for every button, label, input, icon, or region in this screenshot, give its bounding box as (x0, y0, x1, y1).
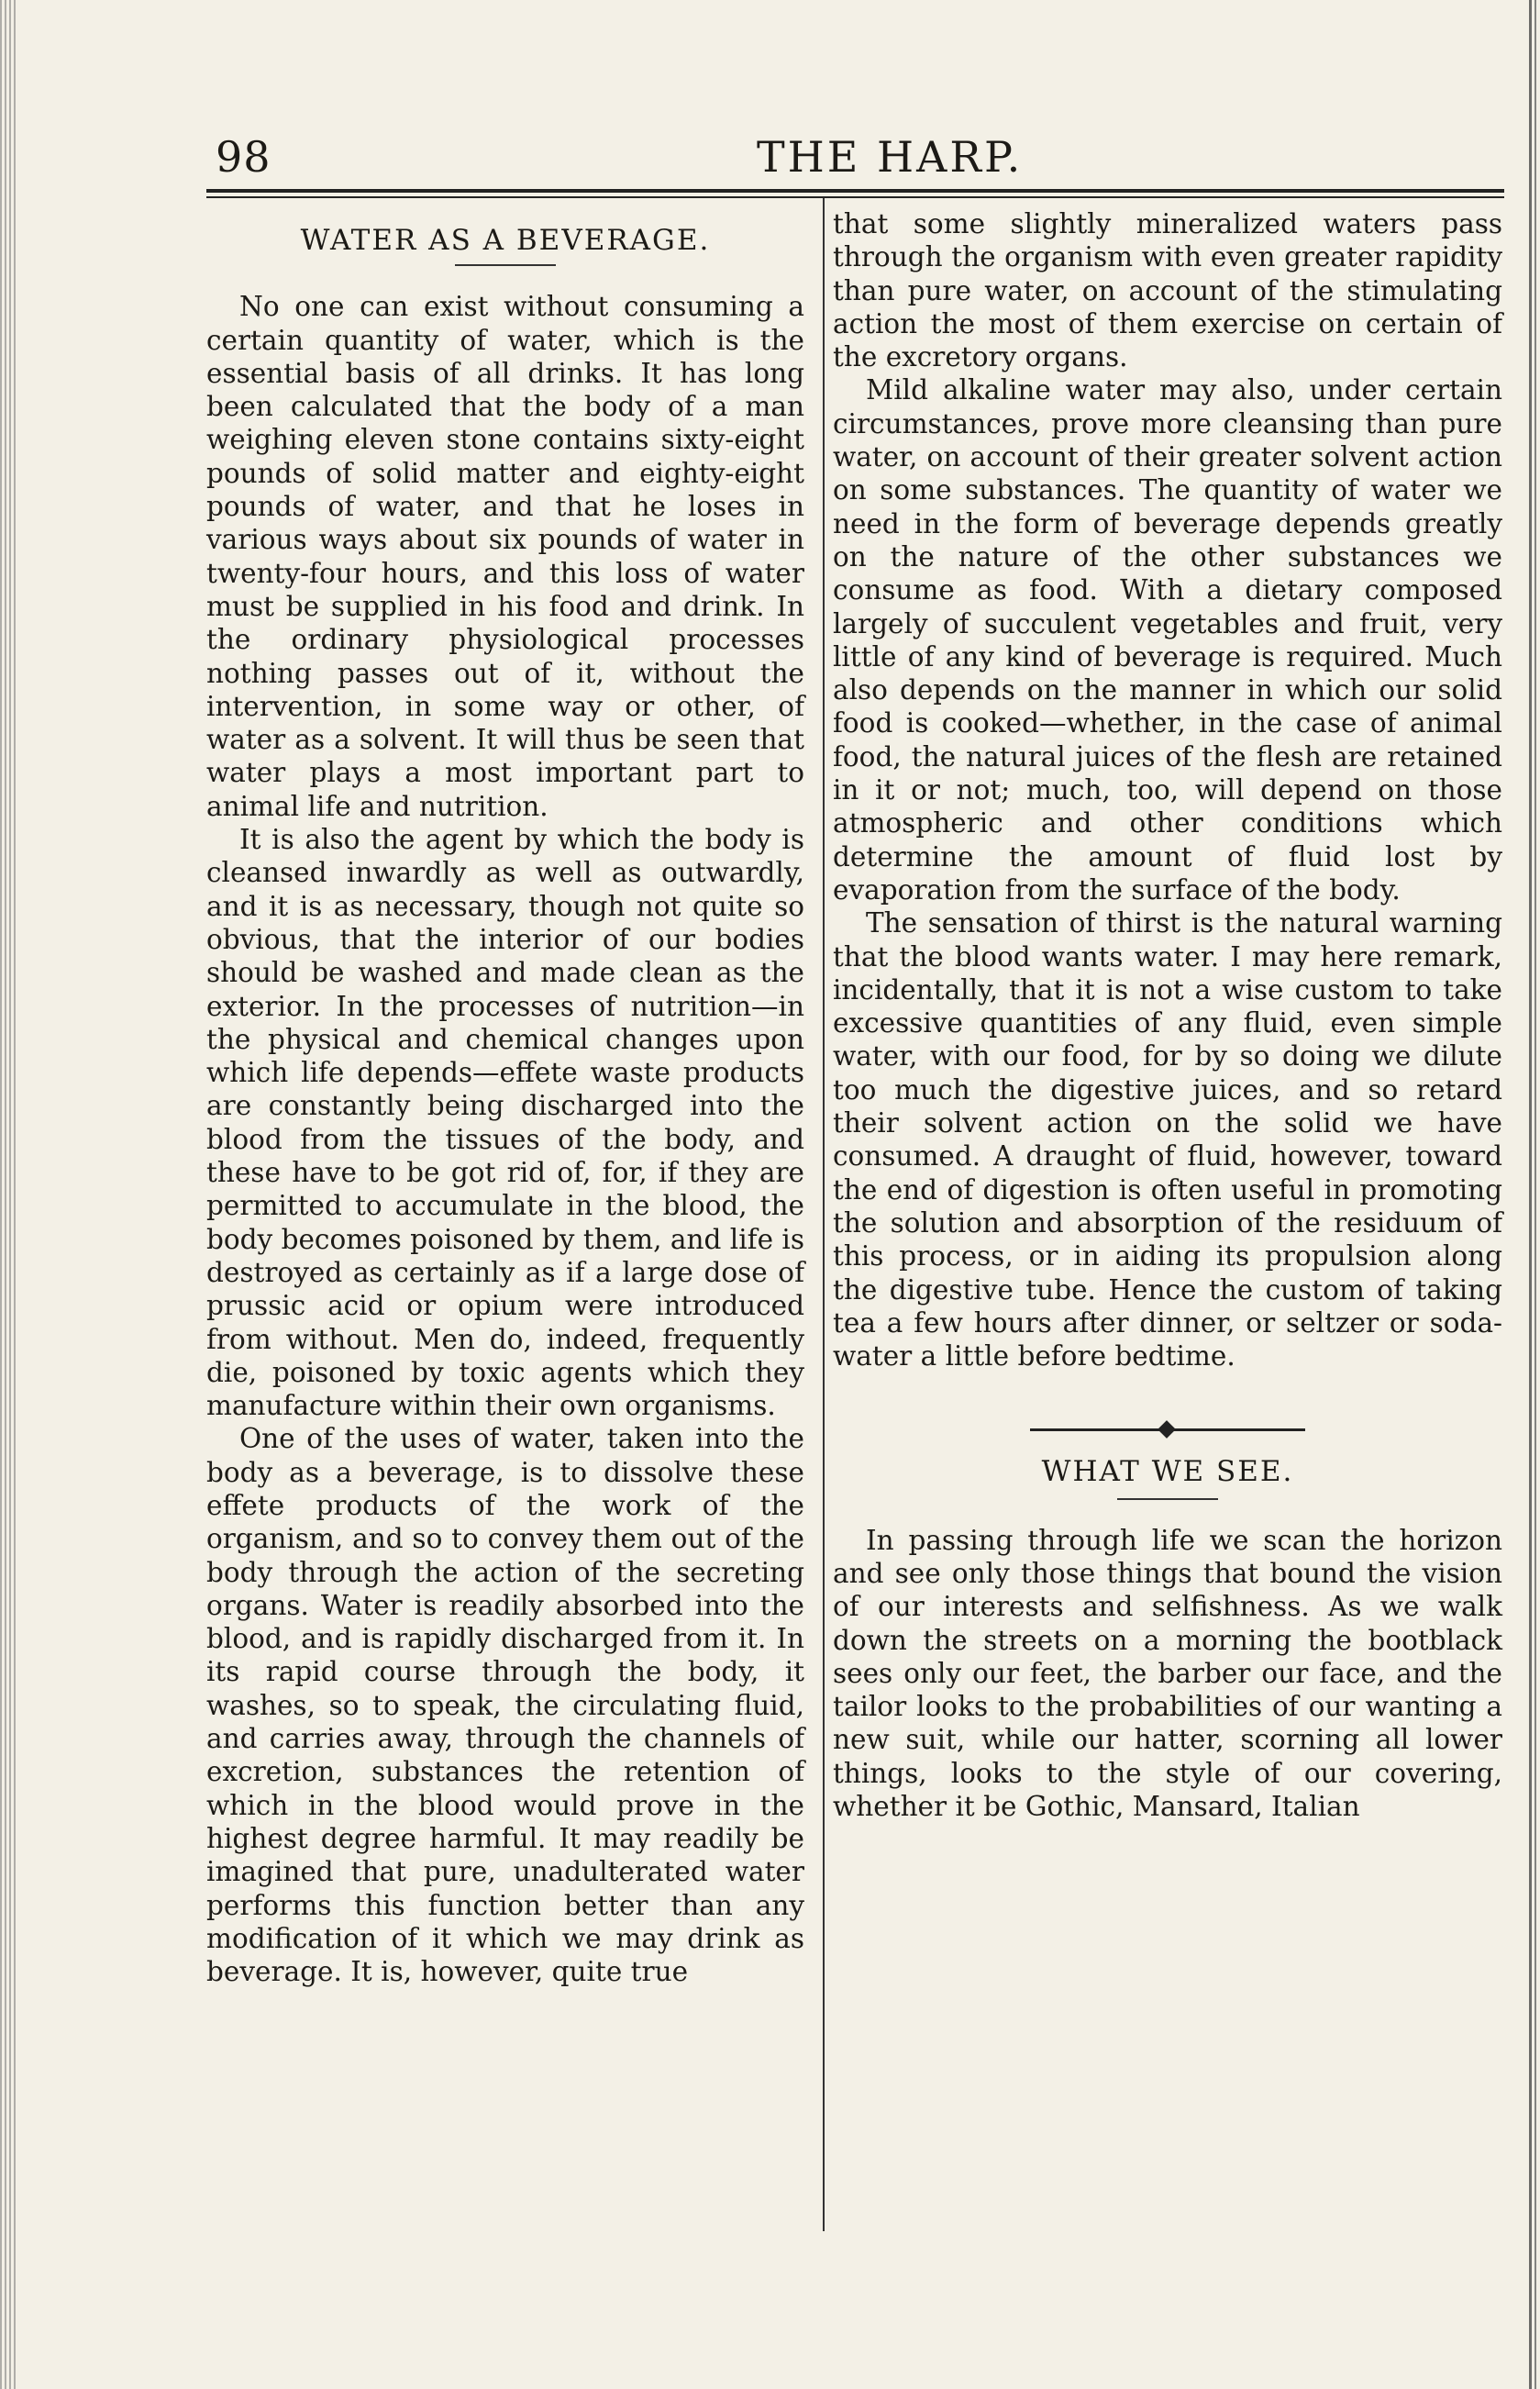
article-paragraph: The sensation of thirst is the natural warning that the blood wants water. I may here remark, incidentally, that it is not a wise custom to take excessive quantities of any fluid, even simple water, with our food, for by so doing we dilute too much the digestive juices, and so retard their solvent action on the solid we have consumed. A draught of fluid, however, toward the end of digestion is often useful in promoting the solution and absorption of the residuum of this process, or in aiding its propulsion along the digestive tube. Hence the custom of taking tea a few hours after dinner, or seltzer or soda-water a little before bedtime. (833, 907, 1502, 1372)
header-rule-thin (206, 196, 1504, 198)
article-paragraph: It is also the agent by which the body is cleansed inwardly as well as outwardly, and it is as necessary, though not quite so obvious, that the interior of our bodies should be washed and made clean as the exterior. In the processes of nutrition—in the physical and chemical changes upon which life depends—effete waste products are constantly being discharged into the blood from the tissues of the body, and these have to be got rid of, for, if they are permitted to accumulate in the blood, the body becomes poisoned by them, and life is destroyed as certainly as if a large dose of prussic acid or opium were introduced from without. Men do, indeed, frequently die, poisoned by toxic agents which they manufacture within their own organisms. (206, 824, 804, 1422)
page-header (206, 128, 1509, 193)
right-column (833, 207, 1502, 1823)
left-column (206, 207, 804, 1988)
article-title-water: WATER AS A BEVERAGE. (300, 224, 711, 257)
article-paragraph: Mild alkaline water may also, under certain circumstances, prove more cleansing than pure water, on account of their greater solvent action on some substances. The quantity of water we need in the form of beverage depends greatly on the nature of the other substances we consume as food. With a dietary composed largely of succulent vegetables and fruit, very little of any kind of beverage is required. Much also depends on the manner in which our solid food is cooked—whether, in the case of animal food, the natural juices of the flesh are retained in it or not; much, too, will depend on those atmospheric and other conditions which determine the amount of fluid lost by evaporation from the surface of the body. (833, 374, 1502, 906)
section-ornament (1030, 1420, 1305, 1439)
title-rule (455, 264, 556, 266)
column-divider (823, 198, 825, 2231)
article-title-what-we-see: WHAT WE SEE. (1041, 1455, 1294, 1489)
binding-edge (0, 0, 18, 2389)
article-paragraph: One of the uses of water, taken into the body as a beverage, is to dissolve these effete products of the work of the organism, and so to convey them out of the body through the action of the secreting organs. Water is readily absorbed into the blood, and is rapidly discharged from it. In its rapid course through the body, it washes, so to speak, the circulating fluid, and carries away, through the channels of excretion, substances the retention of which in the blood would prove in the highest degree harmful. It may readily be imagined that pure, unadulterated water performs this function better than any modification of it which we may drink as beverage. It is, however, quite true (206, 1423, 804, 1988)
page-number: 98 (216, 132, 271, 182)
title-rule (1117, 1498, 1218, 1500)
article-paragraph-continued: that some slightly mineralized waters pass through the organism with even greater rapidity than pure water, on account of the stimulating action the most of them exercise on certain of the excretory organs. (833, 208, 1502, 373)
article-paragraph: In passing through life we scan the horizon and see only those things that bound the vision of our interests and selfishness. As we walk down the streets on a morning the bootblack sees only our feet, the barber our face, and the tailor looks to the probabilities of our wanting a new suit, while our hatter, scorning all lower things, looks to the style of our covering, whether it be Gothic, Mansard, Italian (833, 1524, 1502, 1823)
header-rule (206, 189, 1504, 193)
page-edge (1523, 0, 1540, 2389)
article-paragraph: No one can exist without consuming a certain quantity of water, which is the essential basis of all drinks. It has long been calculated that the body of a man weighing eleven stone contains sixty-eight pounds of solid matter and eighty-eight pounds of water, and that he loses in various ways about six pounds of water in twenty-four hours, and this loss of water must be supplied in his food and drink. In the ordinary physiological processes nothing passes out of it, without the intervention, in some way or other, of water as a solvent. It will thus be seen that water plays a most important part to animal life and nutrition. (206, 291, 804, 822)
running-title: THE HARP. (757, 132, 1024, 182)
